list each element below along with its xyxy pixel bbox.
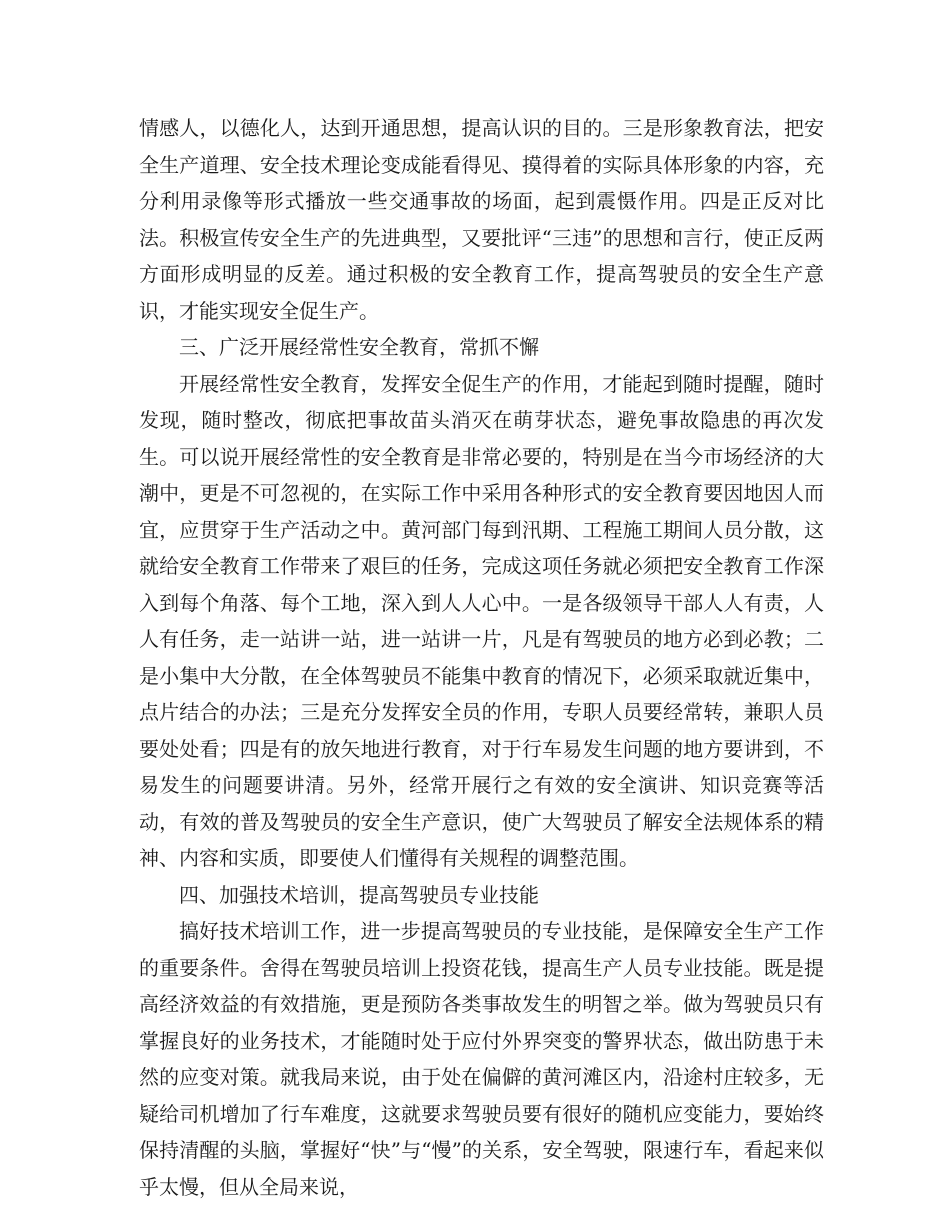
paragraph-regular-education: 开展经常性安全教育，发挥安全促生产的作用，才能起到随时提醒，随时发现，随时整改，彻底把事故苗头消灭在萌芽状态，避免事故隐患的再次发生。可以说开展经常性的安全教育是非常必要的，特别是在当今市场经济的大潮中，更是不可忽视的，在实际工作中采用各种形式的安全教育要因地因人而宜，应贯穿于生产活动之中。黄河部门每到汛期、工程施工期间人员分散，这就给安全教育工作带来了艰巨的任务，完成这项任务就必须把安全教育工作深入到每个角落、每个工地，深入到人人心中。一是各级领导干部人人有责，人人有任务，走一站讲一站，进一站讲一片，凡是有驾驶员的地方必到必教；二是小集中大分散，在全体驾驶员不能集中教育的情况下，必须采取就近集中，点片结合的办法；三是充分发挥安全员的作用，专职人员要经常转，兼职人员要处处看；四是有的放矢地进行教育，对于行车易发生问题的地方要讲到，不易发生的问题要讲清。另外，经常开展行之有效的安全演讲、知识竞赛等活动，有效的普及驾驶员的安全生产意识，使广大驾驶员了解安全法规体系的精神、内容和实质，即要使人们懂得有关规程的调整范围。 [139, 371, 824, 870]
paragraph-technical-training: 搞好技术培训工作，进一步提高驾驶员的专业技能，是保障安全生产工作的重要条件。舍得在驾驶员培训上投资花钱，提高生产人员专业技能。既是提高经济效益的有效措施，更是预防各类事故发生的明智之举。做为驾驶员只有掌握良好的业务技术，才能随时处于应付外界突变的警界状态，做出防患于未然的应变对策。就我局来说，由于处在偏僻的黄河滩区内，沿途村庄较多，无疑给司机增加了行车难度，这就要求驾驶员要有很好的随机应变能力，要始终保持清醒的头脑，掌握好“快”与“慢”的关系，安全驾驶，限速行车，看起来似乎太慢，但从全局来说， [139, 919, 824, 1199]
document-body [139, 110, 824, 1205]
section-heading-four: 四、加强技术培训，提高驾驶员专业技能 [179, 882, 539, 907]
section-heading-three: 三、广泛开展经常性安全教育，常抓不懈 [179, 335, 539, 359]
paragraph-continuation: 情感人，以德化人，达到开通思想，提高认识的目的。三是形象教育法，把安全生产道理、安全技术理论变成能看得见、摸得着的实际具体形象的内容，充分利用录像等形式播放一些交通事故的场面，起到震慑作用。四是正反对比法。积极宣传安全生产的先进典型，又要批评“三违”的思想和言行，使正反两方面形成明显的反差。通过积极的安全教育工作，提高驾驶员的安全生产意识，才能实现安全促生产。 [139, 116, 824, 323]
